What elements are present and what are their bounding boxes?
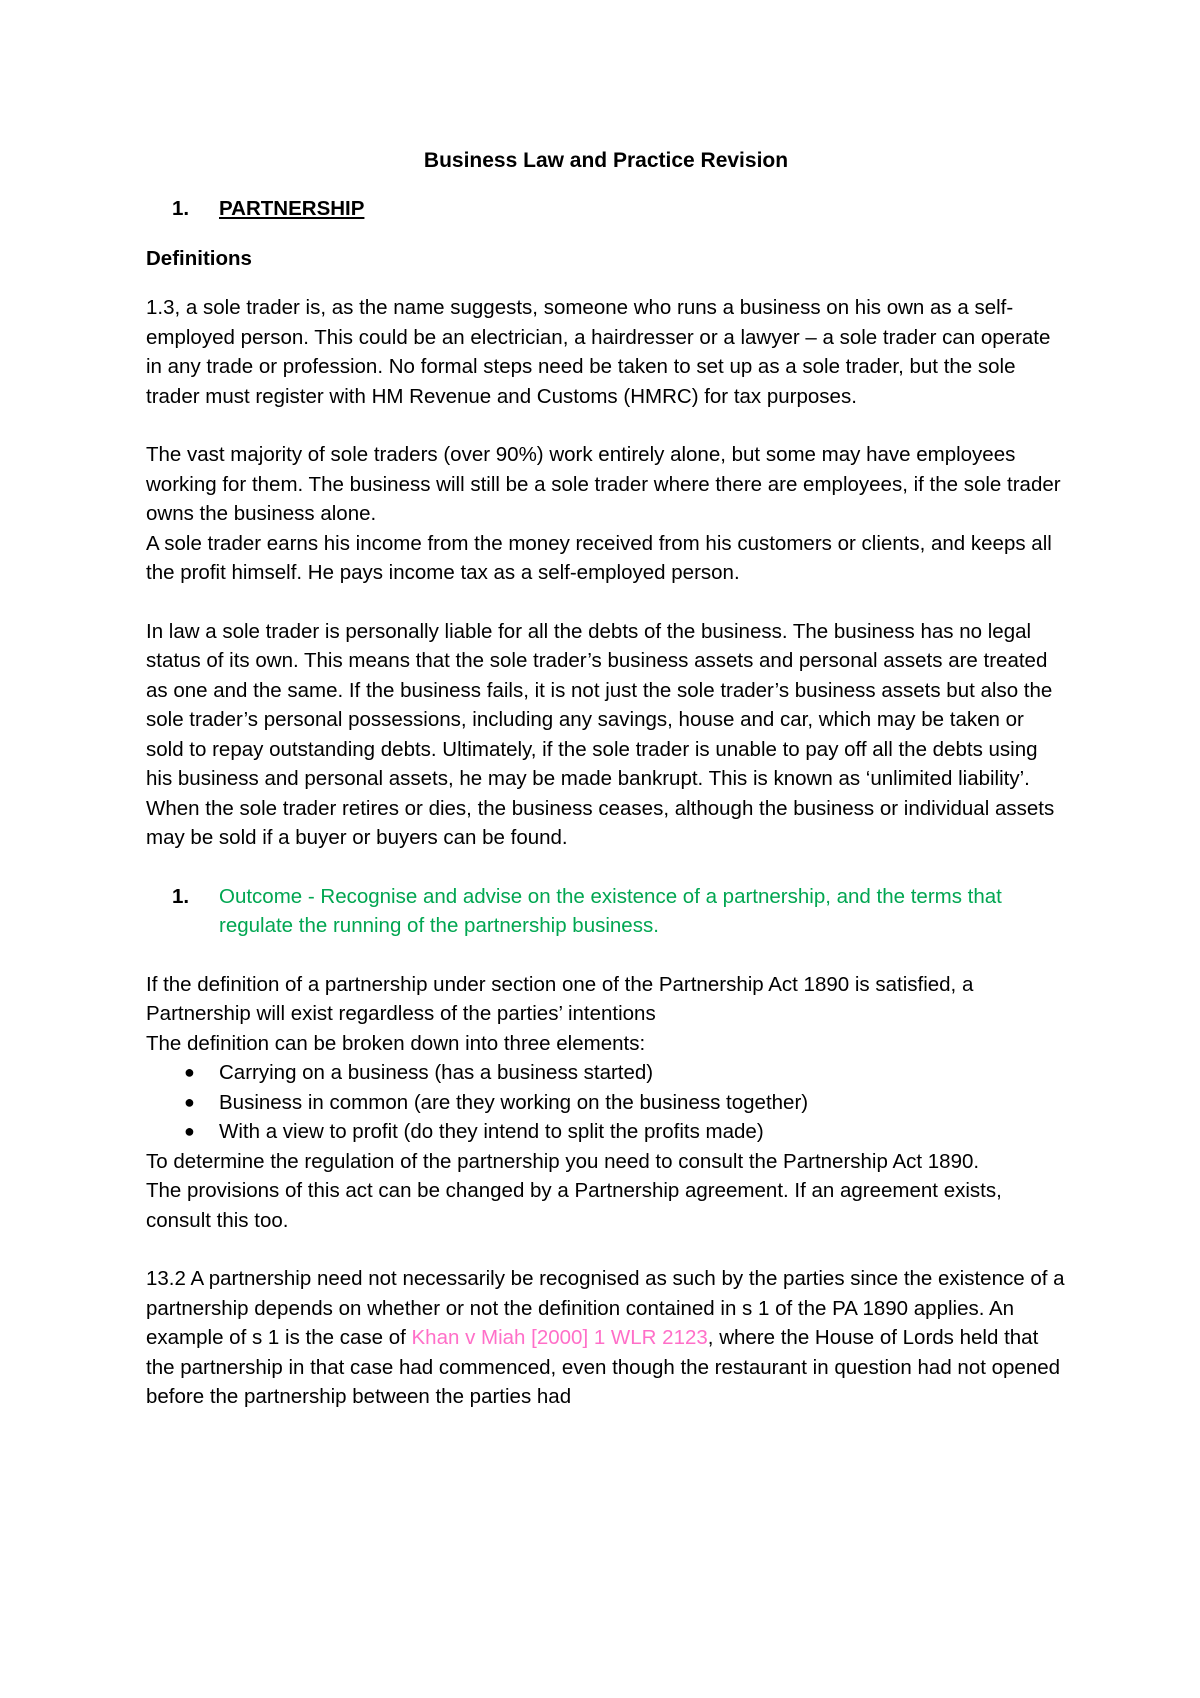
bullet-icon: ● [184, 1121, 195, 1141]
paragraph-sole-trader-employees: The vast majority of sole traders (over 90%) work entirely alone, but some may have employees working for them. The business will still be a sole trader where there are employees, if the sole trader owns the business alone. [146, 443, 1061, 525]
elements-list [146, 1058, 1066, 1147]
section-heading [146, 194, 1066, 224]
document-body [146, 146, 1066, 1412]
paragraph-three-elements: The definition can be broken down into three elements: [146, 1031, 646, 1055]
list-item [146, 1088, 1066, 1118]
section-heading-list [146, 194, 1066, 224]
paragraph-regulation: To determine the regulation of the partnership you need to consult the Partnership Act 1890. [146, 1149, 980, 1173]
list-item [146, 1117, 1066, 1147]
recognition-text-before: 13.2 A partnership need not necessarily be recognised as such by the parties since the existence of a partnership depends on whether or not the definition contained in s 1 of the PA 1890 applies. An example of s 1 is the case of [146, 1267, 1065, 1349]
paragraph-partnership-definition: If the definition of a partnership under section one of the Partnership Act 1890 is satisfied, a Partnership will exist regardless of the parties’ intentions [146, 972, 974, 1025]
outcome-number: 1. [172, 884, 190, 908]
paragraph-recognition [146, 1264, 1066, 1412]
definitions-heading: Definitions [146, 246, 252, 270]
list-item [146, 1058, 1066, 1088]
bullet-icon: ● [184, 1091, 195, 1112]
section-number: 1. [172, 197, 190, 220]
bullet-icon: ● [184, 1062, 195, 1082]
recognition-text-after: , where the House of Lords held that the partnership in that case had commenced, even though the restaurant in question had not opened before the partnership between the parties had [146, 1326, 1061, 1408]
paragraph-agreement: The provisions of this act can be changed by a Partnership agreement. If an agreement exists, consult this too. [146, 1179, 1002, 1232]
paragraph-business-ceases: When the sole trader retires or dies, the business ceases, although the business or individual assets may be sold if a buyer or buyers can be found. [146, 796, 1055, 849]
list-item-text: Business in common (are they working on the business together) [219, 1090, 809, 1114]
document-title: Business Law and Practice Revision [423, 149, 789, 172]
paragraph-sole-trader-definition: 1.3, a sole trader is, as the name suggests, someone who runs a business on his own as a self- employed person. This could be an electrician, a hairdresser or a lawyer – a sole trader can operate in any trade or profession. No formal steps need be taken to set up as a sole trader, but the sole trader must register with HM Revenue and Customs (HMRC) for tax purposes. [146, 296, 1051, 408]
case-citation: Khan v Miah [2000] 1 WLR 2123 [411, 1326, 708, 1349]
paragraph-unlimited-liability: In law a sole trader is personally liable for all the debts of the business. The business has no legal status of its own. This means that the sole trader’s business assets and personal assets are treated as one and the same. If the business fails, it is not just the sole trader’s business assets but also the sole trader’s personal possessions, including any savings, house and car, which may be taken or sold to repay outstanding debts. Ultimately, if the sole trader is unable to pay off all the debts using his business and personal assets, he may be made bankrupt. This is known as ‘unlimited liability’. [146, 619, 1053, 790]
paragraph-sole-trader-income: A sole trader earns his income from the money received from his customers or clients, and keeps all the profit himself. He pays income tax as a self-employed person. [146, 531, 1052, 584]
outcome-item [146, 882, 1066, 941]
list-item-text: With a view to profit (do they intend to split the profits made) [219, 1120, 764, 1143]
outcome-text: Outcome - Recognise and advise on the existence of a partnership, and the terms that regulate the running of the partnership business. [219, 884, 1002, 937]
section-label: PARTNERSHIP [219, 197, 365, 220]
list-item-text: Carrying on a business (has a business started) [219, 1061, 654, 1084]
